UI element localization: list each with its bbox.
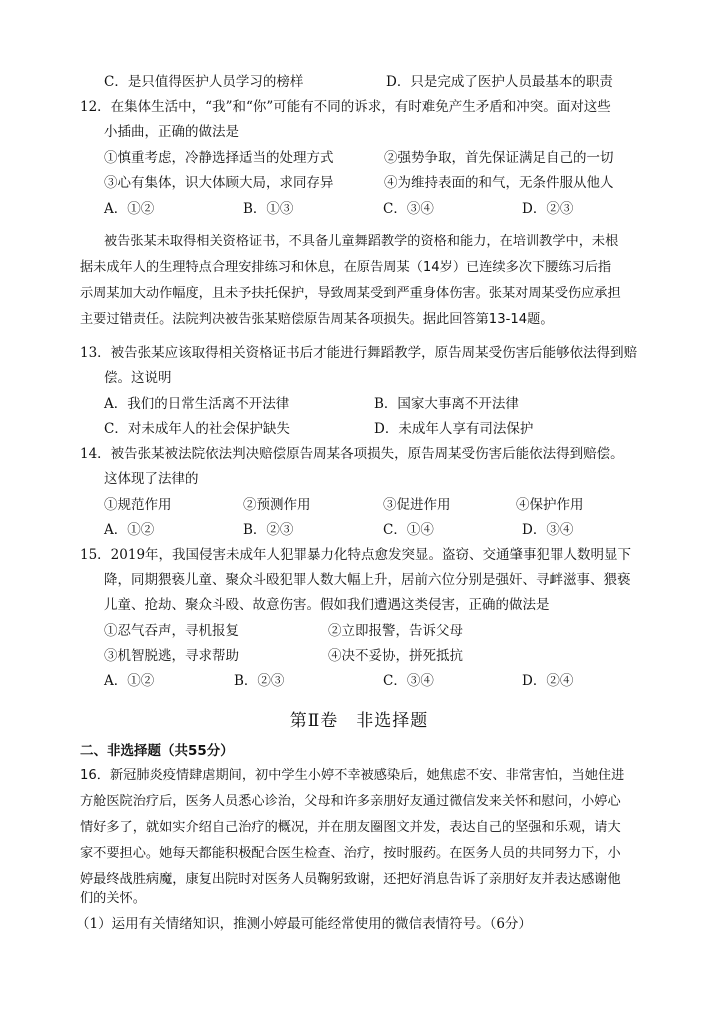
material-line-1: 被告张某未取得相关资格证书，不具备儿童舞蹈教学的资格和能力，在培训教学中，未根 <box>104 234 619 249</box>
part-two-title: 第Ⅱ卷 非选择题 <box>289 711 429 731</box>
q16-line-5: 婷最终战胜病魔，康复出院时对医务人员鞠躬致谢，还把好消息告诉了亲朋好友并表达感谢他 <box>80 872 621 887</box>
q13-option-c: C．对未成年人的社会保护缺失 <box>104 421 290 437</box>
q15-item-1: ①忍气吞声，寻机报复 <box>104 623 239 639</box>
q12-item-4: ④为维持表面的和气，无条件服从他人 <box>384 175 614 191</box>
q16-sub-question-1: （1）运用有关情绪知识，推测小婷最可能经常使用的微信表情符号。（6分） <box>76 916 532 932</box>
q16-line-2: 方舱医院治疗后，医务人员悉心诊治，父母和许多亲朋好友通过微信发来关怀和慰问，小婷心 <box>80 794 621 809</box>
q14-item-2: ②预测作用 <box>243 497 311 513</box>
material-line-2: 据未成年人的生理特点合理安排练习和休息，在原告周某（14岁）已连续多次下腰练习后指 <box>80 260 612 275</box>
q12-item-3: ③心有集体，识大体顾大局，求同存异 <box>104 175 334 191</box>
q16-line-6: 们的关怀。 <box>80 891 146 906</box>
q12-item-1: ①慎重考虑，冷静选择适当的处理方式 <box>104 150 334 166</box>
q15-option-c: C．③④ <box>383 673 434 689</box>
q15-item-2: ②立即报警，告诉父母 <box>328 623 463 639</box>
q13-option-a: A．我们的日常生活离不开法律 <box>104 396 290 412</box>
q14-stem-line-2: 这体现了法律的 <box>104 471 199 487</box>
q14-option-d: D．③④ <box>522 522 574 538</box>
q12-option-a: A．①② <box>104 201 155 217</box>
section-two-heading: 二、非选择题（共55分） <box>80 743 234 759</box>
q15-option-b: B．②③ <box>234 673 285 689</box>
q15-option-a: A．①② <box>104 673 155 689</box>
q13-option-b: B．国家大事离不开法律 <box>374 396 519 412</box>
q14-item-3: ③促进作用 <box>383 497 451 513</box>
q15-stem-line-3: 儿童、抢劫、聚众斗殴、故意伤害。假如我们遭遇这类侵害，正确的做法是 <box>104 597 550 613</box>
q15-stem-line-1: 15．2019年，我国侵害未成年人犯罪暴力化特点愈发突显。盗窃、交通肇事犯罪人数明显下 <box>80 547 632 563</box>
q12-option-c: C．③④ <box>383 201 434 217</box>
q14-item-1: ①规范作用 <box>104 497 172 513</box>
q15-option-d: D．②④ <box>522 673 574 689</box>
q11-option-d: D．只是完成了医护人员最基本的职责 <box>386 74 613 90</box>
q14-option-c: C．①④ <box>383 522 434 538</box>
q12-stem-line-2: 小插曲，正确的做法是 <box>104 124 239 140</box>
q11-option-c: C．是只值得医护人员学习的榜样 <box>104 74 304 90</box>
q16-line-4: 家不要担心。她每天都能积极配合医生检查、治疗，按时服药。在医务人员的共同努力下，小 <box>80 846 621 861</box>
q15-stem-line-2: 降，同期猥亵儿童、聚众斗殴犯罪人数大幅上升，居前六位分别是强奸、寻衅滋事、猥亵 <box>104 572 631 588</box>
q13-option-d: D．未成年人享有司法保护 <box>374 421 534 437</box>
q14-item-4: ④保护作用 <box>516 497 584 513</box>
q12-option-b: B．①③ <box>243 201 294 217</box>
material-line-3: 示周某加大动作幅度，且未予扶托保护，导致周某受到严重身体伤害。张某对周某受伤应承担 <box>80 286 621 301</box>
q15-item-4: ④决不妥协，拼死抵抗 <box>328 648 463 664</box>
q14-stem-line-1: 14．被告张某被法院依法判决赔偿原告周某各项损失，原告周某受伤害后能依法得到赔偿。 <box>80 446 624 462</box>
q13-stem-line-2: 偿。这说明 <box>104 370 172 386</box>
q12-stem-line-1: 12．在集体生活中，“我”和“你”可能有不同的诉求，有时难免产生矛盾和冲突。面对这些 <box>80 99 611 115</box>
q12-item-2: ②强势争取，首先保证满足自己的一切 <box>384 150 614 166</box>
q14-option-b: B．②③ <box>243 522 294 538</box>
q16-line-3: 情好多了，就如实介绍自己治疗的概况，并在朋友圈图文并发，表达自己的坚强和乐观，请大 <box>80 820 621 835</box>
q13-stem-line-1: 13．被告张某应该取得相关资格证书后才能进行舞蹈教学，原告周某受伤害后能够依法得到赔 <box>80 345 638 361</box>
q14-option-a: A．①② <box>104 522 155 538</box>
q16-line-1: 16．新冠肺炎疫情肆虐期间，初中学生小婷不幸被感染后，她焦虑不安、非常害怕，当她住进 <box>80 768 625 783</box>
q12-option-d: D．②③ <box>522 201 574 217</box>
material-line-4: 主要过错责任。法院判决被告张某赔偿原告周某各项损失。据此回答第13-14题。 <box>80 312 554 327</box>
q15-item-3: ③机智脱逃，寻求帮助 <box>104 648 239 664</box>
